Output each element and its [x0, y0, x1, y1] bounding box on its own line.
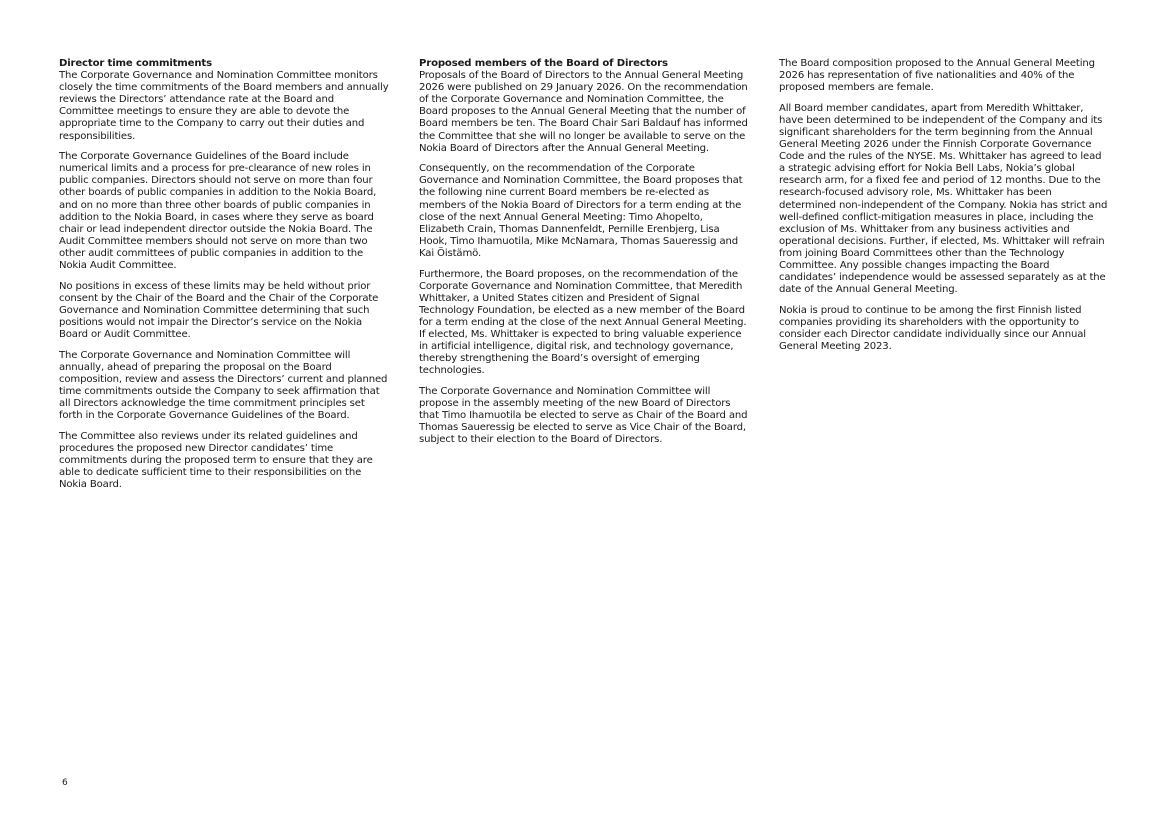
section-heading-proposed-members: Proposed members of the Board of Directors: [419, 58, 668, 69]
paragraph: The Committee also reviews under its related guidelines and procedures the proposed new Director candidates’ time commitments during the proposed term to ensure that they are able to dedicate sufficient time to their responsibilities on the Nokia Board.: [59, 430, 373, 490]
paragraph: The Corporate Governance and Nomination Committee monitors closely the time commitments of the Board members and annually reviews the Directors’ attendance rate at the Board and Committee meetings to ensure they are able to devote the appropriate time to the Company to carry out their duties and responsibilities.: [59, 70, 389, 142]
paragraph: Proposals of the Board of Directors to the Annual General Meeting 2026 were published on 29 January 2026. On the recommendation of the Corporate Governance and Nomination Committee, the Board proposes to the Annual General Meeting that the number of Board members be ten. The Board Chair Sari Baldauf has informed the Committee that she will no longer be available to serve on the Nokia Board of Directors after the Annual General Meeting.: [419, 70, 748, 154]
paragraph: Nokia is proud to continue to be among the first Finnish listed companies providing its shareholders with the opportunity to consider each Director candidate individually since our Annual General Meeting 2023.: [779, 304, 1086, 353]
column-right: [779, 58, 1109, 362]
column-left: [59, 58, 389, 500]
paragraph: No positions in excess of these limits may be held without prior consent by the Chair of the Board and the Chair of the Corporate Governance and Nomination Committee determining that such positions would not impair the Director’s service on the Nokia Board or Audit Committee.: [59, 280, 379, 340]
paragraph: Consequently, on the recommendation of the Corporate Governance and Nomination Committee, the Board proposes that the following nine current Board members be re-elected as members of the Nokia Board of Directors for a term ending at the close of the next Annual General Meeting: Timo Ahopelto, Elizabeth Crain, Thomas Dannenfeldt, Pernille Erenbjerg, Lisa Hook, Timo Ihamuotila, Mike McNamara, Thomas Saueressig and Kai Öistämö.: [419, 163, 743, 259]
paragraph: The Board composition proposed to the Annual General Meeting 2026 has representation of five nationalities and 40% of the proposed members are female.: [779, 58, 1095, 94]
paragraph: All Board member candidates, apart from Meredith Whittaker, have been determined to be independent of the Company and its significant shareholders for the term beginning from the Annual General Meeting 2026 under the Finnish Corporate Governance Code and the rules of the NYSE. Ms. Whittaker has agreed to lead a strategic advising effort for Nokia Bell Labs, Nokia’s global research arm, for a fixed fee and period of 12 months. Due to the research-focused advisory role, Ms. Whittaker has been determined non-independent of the Company. Nokia has strict and well-defined conflict-mitigation measures in place, including the exclusion of Ms. Whittaker from any business activities and operational decisions. Further, if elected, Ms. Whittaker will refrain from joining Board Committees other than the Technology Committee. Any possible changes impacting the Board candidates’ independence would be assessed separately as at the date of the Annual General Meeting.: [779, 102, 1108, 296]
paragraph: The Corporate Governance and Nomination Committee will annually, ahead of preparing the proposal on the Board composition, review and assess the Directors’ current and planned time commitments outside the Company to seek affirmation that all Directors acknowledge the time commitment principles set forth in the Corporate Governance Guidelines of the Board.: [59, 349, 388, 422]
paragraph: The Corporate Governance and Nomination Committee will propose in the assembly meeting of the new Board of Directors that Timo Ihamuotila be elected to serve as Chair of the Board and Thomas Saueressig be elected to serve as Vice Chair of the Board, subject to their election to the Board of Directors.: [419, 385, 748, 446]
section-heading-director-time-commitments: Director time commitments: [59, 58, 212, 69]
page-number: 6: [62, 778, 68, 788]
column-middle: [419, 58, 749, 455]
paragraph: Furthermore, the Board proposes, on the recommendation of the Corporate Governance and Nomination Committee, that Meredith Whittaker, a United States citizen and President of Signal Technology Foundation, be elected as a new member of the Board for a term ending at the close of the next Annual General Meeting. If elected, Ms. Whittaker is expected to bring valuable experience in artificial intelligence, digital risk, and technology governance, thereby strengthening the Board’s oversight of emerging technologies.: [419, 268, 747, 377]
paragraph: The Corporate Governance Guidelines of the Board include numerical limits and a process for pre-clearance of new roles in public companies. Directors should not serve on more than four other boards of public companies in addition to the Nokia Board, and on no more than three other boards of public companies in addition to the Nokia Board, in cases where they serve as board chair or lead independent director outside the Nokia Board. The Audit Committee members should not serve on more than two other audit committees of public companies in addition to the Nokia Audit Committee.: [59, 151, 377, 271]
